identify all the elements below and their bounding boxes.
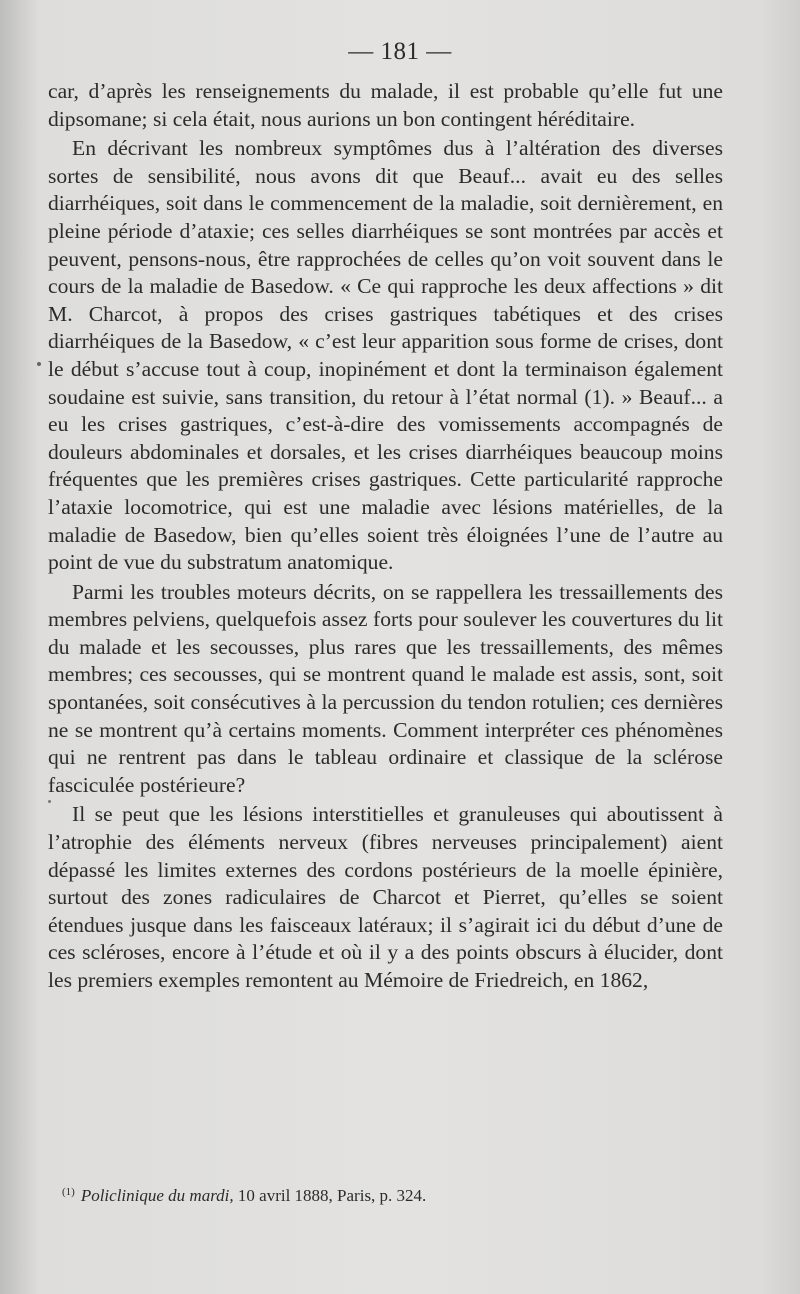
page-number: — 181 — xyxy=(348,38,452,65)
scan-speck xyxy=(48,800,51,803)
footnote-details: 10 avril 1888, Paris, p. 324. xyxy=(233,1186,427,1205)
paragraph-2: En décrivant les nombreux symptômes dus à l’altération des diverses sortes de sensibilité, nous avons dit que Beauf... avait eu des selles diarrhéiques, soit dans le commencement de la maladie, soit dernièrement, en pleine période d’ataxie; ces selles diarrhéiques se sont montrées par accès et peuvent, pensons-nous, être rapprochées de celles qu’on voit souvent dans le cours de la maladie de Basedow. « Ce qui rapproche les deux affections » dit M. Charcot, à propos des crises gastriques tabétiques et des crises diarrhéiques de la Basedow, « c’est leur apparition sous forme de crises, dont le début s’accuse tout à coup, inopinément et dont la terminaison également soudaine est suivie, sans transition, du retour à l’état normal (1). » Beauf... a eu les crises gastriques, c’est-à-dire des vomissements accompagnés de douleurs abdominales et dorsales, et les crises diarrhéiques beaucoup moins fréquentes que les premières crises gastriques. Cette particularité rapproche l’ataxie locomotrice, qui est une maladie avec lésions matérielles, de la maladie de Basedow, bien qu’elles soient très éloignées l’une de l’autre au point de vue du substratum anatomique. xyxy=(48,136,723,575)
footnote-marker: (1) xyxy=(62,1186,75,1198)
footnote xyxy=(62,1181,722,1207)
paragraph-3: Parmi les troubles moteurs décrits, on se rappellera les tressaillements des membres pelviens, quelquefois assez forts pour soulever les couvertures du lit du malade et les secousses, plus rares que les tressaillements, des mêmes membres; ces secousses, qui se montrent quand le malade est assis, sont, soit spontanées, soit consécutives à la percussion du tendon rotulien; ces dernières ne se montrent qu’à certains moments. Comment interpréter ces phénomènes qui ne rentrent pas dans le tableau ordinaire et classique de la sclérose fasciculée postérieure? xyxy=(48,579,723,797)
scan-speck xyxy=(37,362,41,366)
footnote-source: Policlinique du mardi, xyxy=(80,1186,234,1205)
paragraph-4: Il se peut que les lésions interstitielles et granuleuses qui aboutissent à l’atrophie des éléments nerveux (fibres nerveuses principalement) aient dépassé les limites externes des cordons postérieurs de la moelle épinière, surtout des zones radiculaires de Charcot et Pierret, qu’elles se soient étendues jusque dans les faisceaux latéraux; il s’agirait ici du début d’une de ces scléroses, encore à l’étude et où il y a des points obscurs à élucider, dont les premiers exemples remontent au Mémoire de Friedreich, en 1862, xyxy=(48,802,723,992)
paragraph-1: car, d’après les renseignements du malade, il est probable qu’elle fut une dipsomane; si cela était, nous aurions un bon contingent héréditaire. xyxy=(48,79,723,131)
page-body xyxy=(48,78,723,995)
